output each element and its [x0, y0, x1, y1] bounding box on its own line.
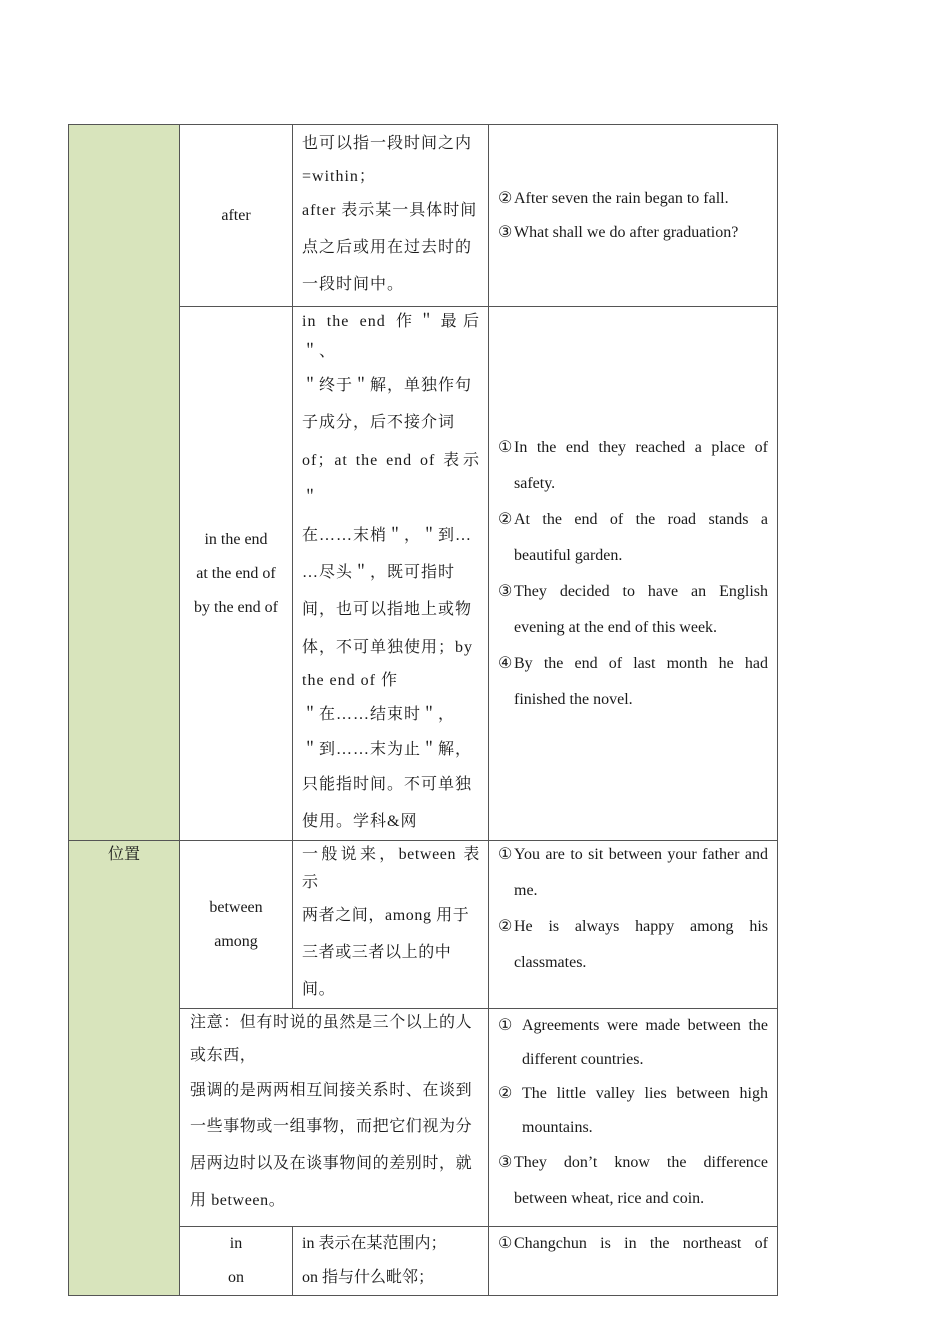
explanation-line: of；at the end of 表示＂ [302, 451, 480, 507]
example-item [498, 1145, 768, 1217]
explanation-line: after 表示某一具体时间 [302, 202, 478, 219]
explanation-line: 一般说来，between 表示 [302, 846, 480, 892]
example-item [498, 216, 768, 250]
note-line: 一些事物或一组事物，而把它们视为分 [190, 1118, 473, 1136]
table-row [69, 125, 778, 307]
example-text: At the end of the road stands a beautiful garden. [514, 510, 768, 564]
example-text: By the end of last month he had finished the novel. [514, 654, 768, 708]
example-number: ② [498, 189, 513, 207]
example-cell [489, 841, 778, 1009]
explanation-line: 间，也可以指地上或物 [302, 601, 473, 619]
example-item [498, 1227, 768, 1261]
example-text: The little valley lies between high mountains. [522, 1085, 768, 1137]
note-line: 用 between。 [190, 1192, 286, 1210]
example-number: ① [498, 1017, 513, 1035]
explanation-cell [293, 841, 489, 1009]
example-item [498, 1077, 768, 1145]
word-cell [180, 1227, 293, 1296]
explanation-line: 使用。学科&网 [302, 813, 418, 831]
example-number: ④ [498, 654, 513, 672]
explanation-line: ＂在……结束时＂， [302, 706, 456, 724]
note-line: 注意：但有时说的虽然是三个以上的人 [190, 1014, 473, 1032]
explanation-line: in the end 作＂最后＂、 [302, 313, 480, 360]
explanation-line: ＂终于＂解，单独作句 [302, 377, 473, 394]
example-cell [489, 307, 778, 841]
explanation-line: ＂到……末为止＂解， [302, 740, 473, 758]
example-number: ② [498, 918, 513, 936]
explanation-cell [293, 307, 489, 841]
word: in [229, 1235, 243, 1253]
explanation-line: 一段时间中。 [302, 276, 405, 293]
example-number: ③ [498, 582, 513, 600]
explanation-line: 点之后或用在过去时的 [302, 239, 473, 256]
example-cell [489, 125, 778, 307]
example-text: What shall we do after graduation? [514, 223, 739, 241]
example-number: ② [498, 1085, 513, 1103]
explanation-line: 体，不可单独使用；by [302, 638, 474, 656]
explanation-line: 在……末梢＂，＂到… [302, 526, 473, 544]
category-cell [69, 125, 180, 841]
example-cell [489, 1009, 778, 1227]
explanation-line: 只能指时间。不可单独 [302, 775, 473, 793]
word-cell [180, 125, 293, 307]
category-cell [69, 841, 180, 1296]
example-number: ① [498, 438, 513, 456]
note-cell [180, 1009, 489, 1227]
note-line: 居两边时以及在谈事物间的差别时，就 [190, 1155, 473, 1173]
explanation-line: on 指与什么毗邻； [302, 1269, 435, 1287]
explanation-cell [293, 125, 489, 307]
example-number: ② [498, 510, 513, 528]
example-item [498, 837, 768, 909]
explanation-line: 也可以指一段时间之内 [302, 135, 473, 152]
example-item [498, 574, 768, 646]
explanation-cell [293, 1227, 489, 1296]
explanation-line: =within； [302, 168, 376, 185]
example-item [498, 182, 768, 216]
explanation-line: the end of 作 [302, 672, 398, 690]
word: on [228, 1269, 244, 1287]
word: in the end [204, 530, 268, 548]
example-item [498, 646, 768, 718]
example-text: After seven the rain began to fall. [514, 189, 729, 207]
explanation-line: in 表示在某范围内； [302, 1235, 447, 1253]
explanation-line: …尽头＂，既可指时 [302, 564, 456, 582]
example-text: He is always happy among his classmates. [514, 918, 768, 972]
example-text: They don’t know the difference between wheat, rice and coin. [514, 1154, 768, 1208]
word: between [209, 898, 263, 916]
example-text: They decided to have an English evening at the end of this week. [514, 582, 768, 636]
note-line: 强调的是两两相互间接关系时、在谈到 [190, 1082, 473, 1100]
example-text: Changchun is in the northeast of [514, 1235, 768, 1253]
example-number: ① [498, 846, 513, 864]
example-item [498, 430, 768, 502]
word: by the end of [194, 598, 278, 616]
word: after [221, 206, 251, 224]
explanation-line: 三者或三者以上的中 [302, 944, 452, 962]
word: at the end of [196, 564, 276, 582]
example-number: ③ [498, 223, 513, 241]
example-number: ③ [498, 1154, 513, 1172]
example-text: In the end they reached a place of safety. [514, 438, 768, 492]
example-item [498, 909, 768, 981]
example-number: ① [498, 1235, 513, 1253]
example-item [498, 502, 768, 574]
explanation-line: 间。 [302, 981, 336, 999]
word-cell [180, 841, 293, 1009]
explanation-line: 两者之间，among 用于 [302, 907, 470, 925]
example-text: Agreements were made between the different countries. [522, 1017, 768, 1069]
example-item [498, 1009, 768, 1077]
table-row [69, 841, 778, 1009]
word: among [214, 932, 258, 950]
note-line: 或东西， [190, 1047, 257, 1065]
example-text: You are to sit between your father and me. [514, 846, 768, 900]
category-label: 位置 [107, 846, 140, 864]
grammar-table [68, 124, 778, 1296]
explanation-line: 子成分，后不接介词 [302, 414, 456, 432]
word-cell [180, 307, 293, 841]
example-cell [489, 1227, 778, 1296]
